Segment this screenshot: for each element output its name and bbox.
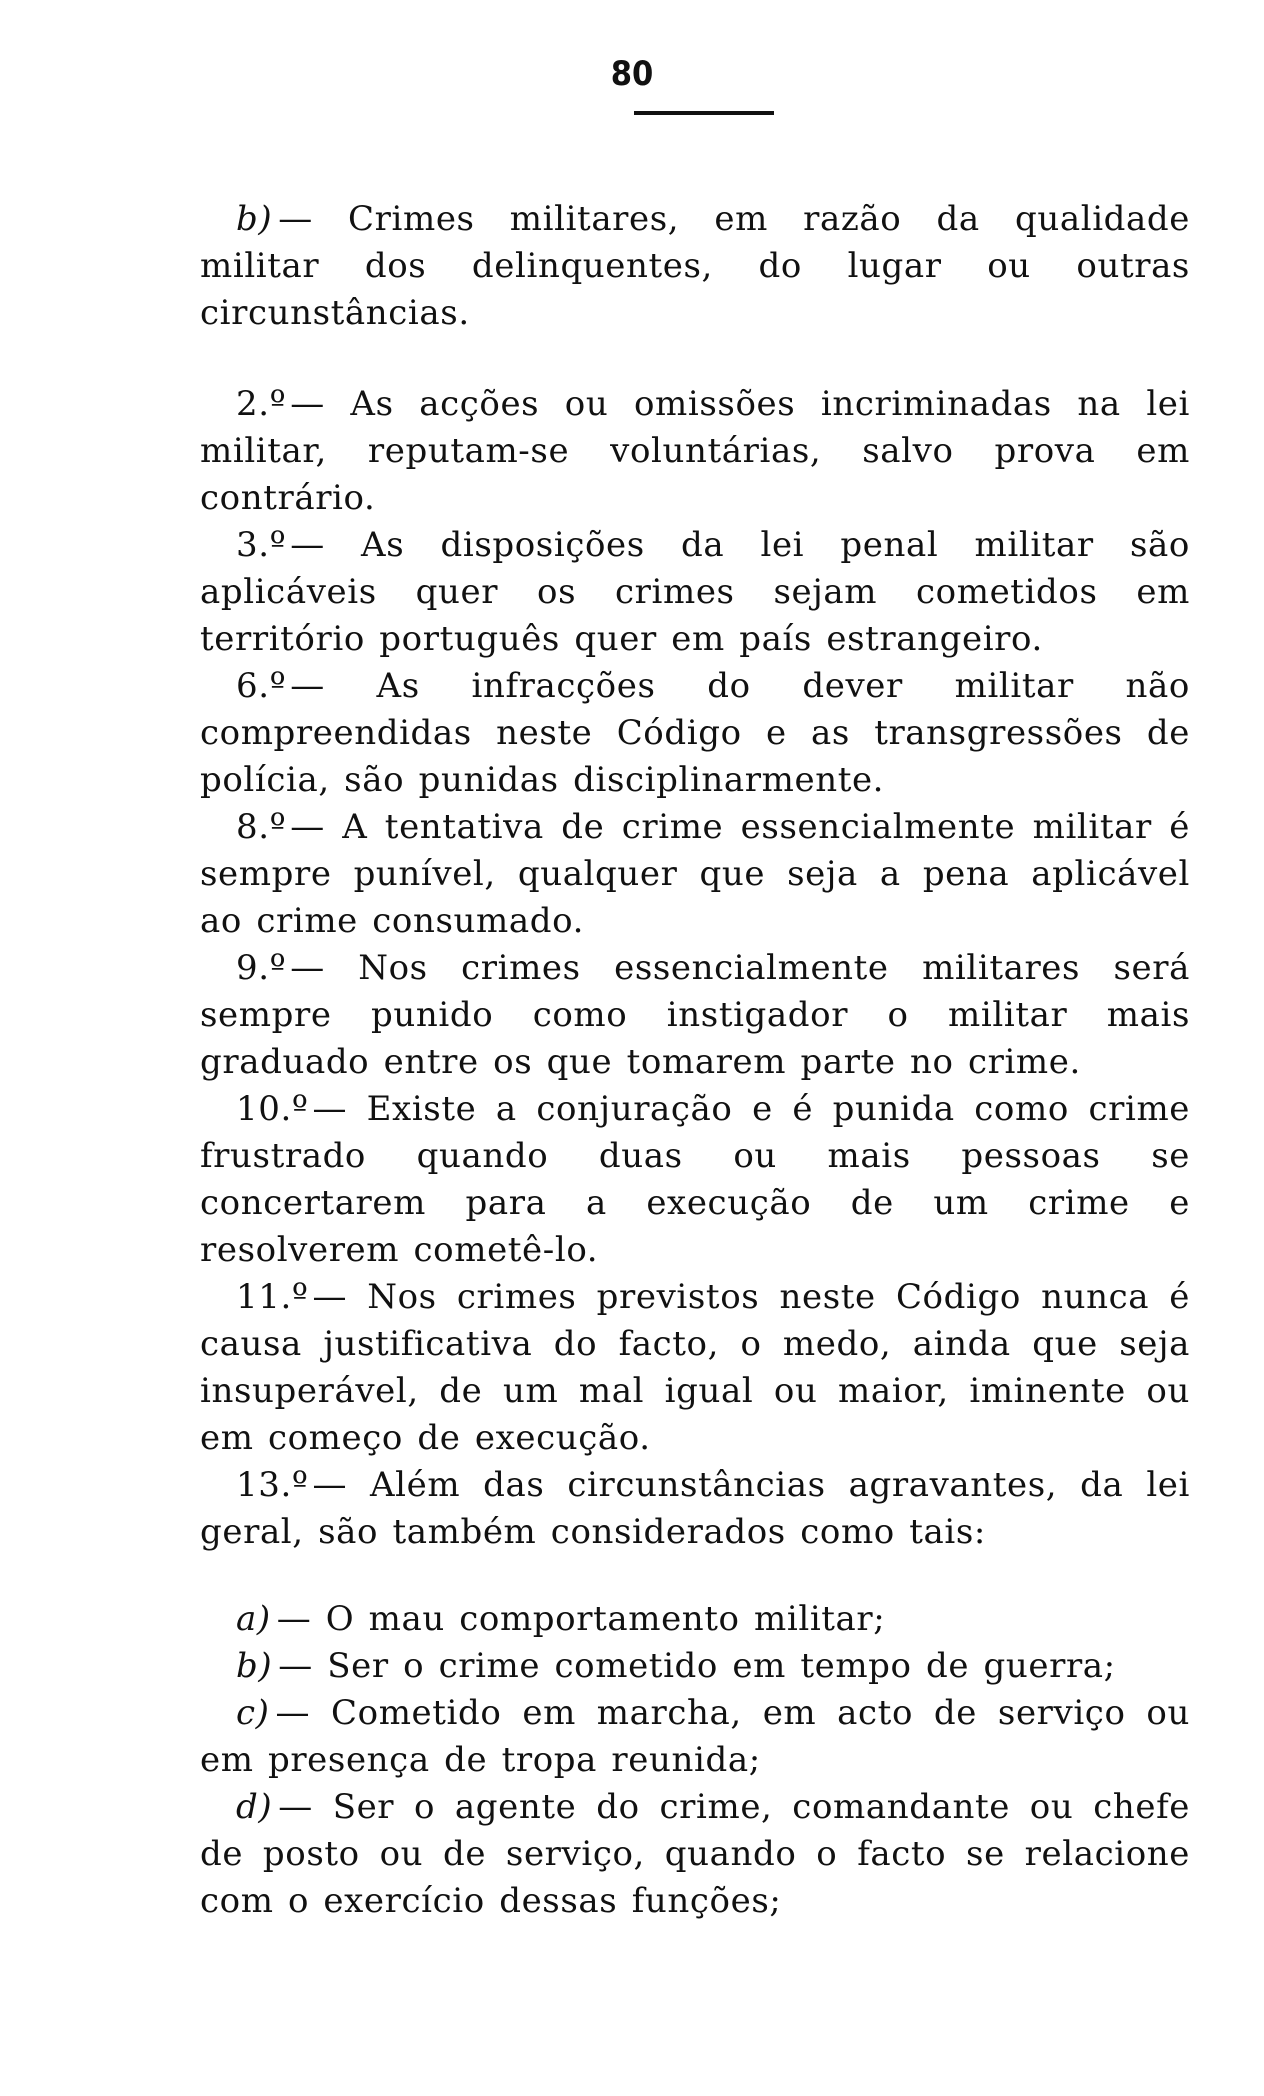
list-item-text: — O mau comportamento militar; <box>276 1599 886 1639</box>
paragraph-text: — As disposições da lei penal militar são aplicáveis quer os crimes sejam cometidos em território português quer em país estrangeiro. <box>200 525 1190 659</box>
list-item-label: b) <box>236 1646 273 1686</box>
list-item-c <box>200 1690 1190 1784</box>
paragraph-article-11 <box>200 1274 1190 1462</box>
list-item-label: a) <box>236 1599 271 1639</box>
paragraph-b-military-crimes <box>200 196 1190 337</box>
page-number-rule <box>634 111 774 115</box>
list-item-a <box>200 1596 1190 1643</box>
paragraph-text: — As acções ou omissões incriminadas na lei militar, reputam-se voluntárias, salvo prova em contrário. <box>200 384 1190 518</box>
paragraph-label: b) <box>236 199 273 239</box>
page-number: 80 <box>610 54 654 94</box>
paragraph-number: 3.º <box>236 525 287 565</box>
paragraph-number: 8.º <box>236 807 287 847</box>
paragraph-number: 13.º <box>236 1465 309 1505</box>
paragraph-article-2 <box>200 381 1190 522</box>
paragraph-article-6 <box>200 663 1190 804</box>
paragraph-article-9 <box>200 945 1190 1086</box>
paragraph-number: 9.º <box>236 948 287 988</box>
paragraph-article-8 <box>200 804 1190 945</box>
list-item-label: c) <box>236 1693 270 1733</box>
paragraph-text: — Nos crimes previstos neste Código nunca é causa justificativa do facto, o medo, ainda que seja insuperável, de um mal igual ou maior, iminente ou em começo de execução. <box>200 1277 1190 1458</box>
list-item-text: — Cometido em marcha, em acto de serviço ou em presença de tropa reunida; <box>200 1693 1190 1780</box>
paragraph-number: 11.º <box>236 1277 309 1317</box>
paragraph-number: 2.º <box>236 384 287 424</box>
paragraph-article-10 <box>200 1086 1190 1274</box>
list-item-d <box>200 1784 1190 1925</box>
paragraph-article-3 <box>200 522 1190 663</box>
paragraph-text: — Nos crimes essencialmente militares será sempre punido como instigador o militar mais graduado entre os que tomarem parte no crime. <box>200 948 1190 1082</box>
list-item-b <box>200 1643 1190 1690</box>
list-item-text: — Ser o crime cometido em tempo de guerra; <box>278 1646 1116 1686</box>
paragraph-number: 6.º <box>236 666 287 706</box>
paragraph-text: — Crimes militares, em razão da qualidade militar dos delinquentes, do lugar ou outras circunstâncias. <box>200 199 1190 333</box>
page-body <box>200 196 1190 1925</box>
list-item-label: d) <box>236 1787 273 1827</box>
paragraph-article-13 <box>200 1462 1190 1556</box>
paragraph-number: 10.º <box>236 1089 309 1129</box>
list-item-text: — Ser o agente do crime, comandante ou chefe de posto ou de serviço, quando o facto se relacione com o exercício dessas funções; <box>200 1787 1190 1921</box>
paragraph-text: — As infracções do dever militar não compreendidas neste Código e as transgressões de polícia, são punidas disciplinarmente. <box>200 666 1190 800</box>
paragraph-text: — A tentativa de crime essencialmente militar é sempre punível, qualquer que seja a pena aplicável ao crime consumado. <box>200 807 1190 941</box>
paragraph-text: — Além das circunstâncias agravantes, da lei geral, são também considerados como tais: <box>200 1465 1190 1552</box>
paragraph-text: — Existe a conjuração e é punida como crime frustrado quando duas ou mais pessoas se concertarem para a execução de um crime e resolverem cometê-lo. <box>200 1089 1190 1270</box>
